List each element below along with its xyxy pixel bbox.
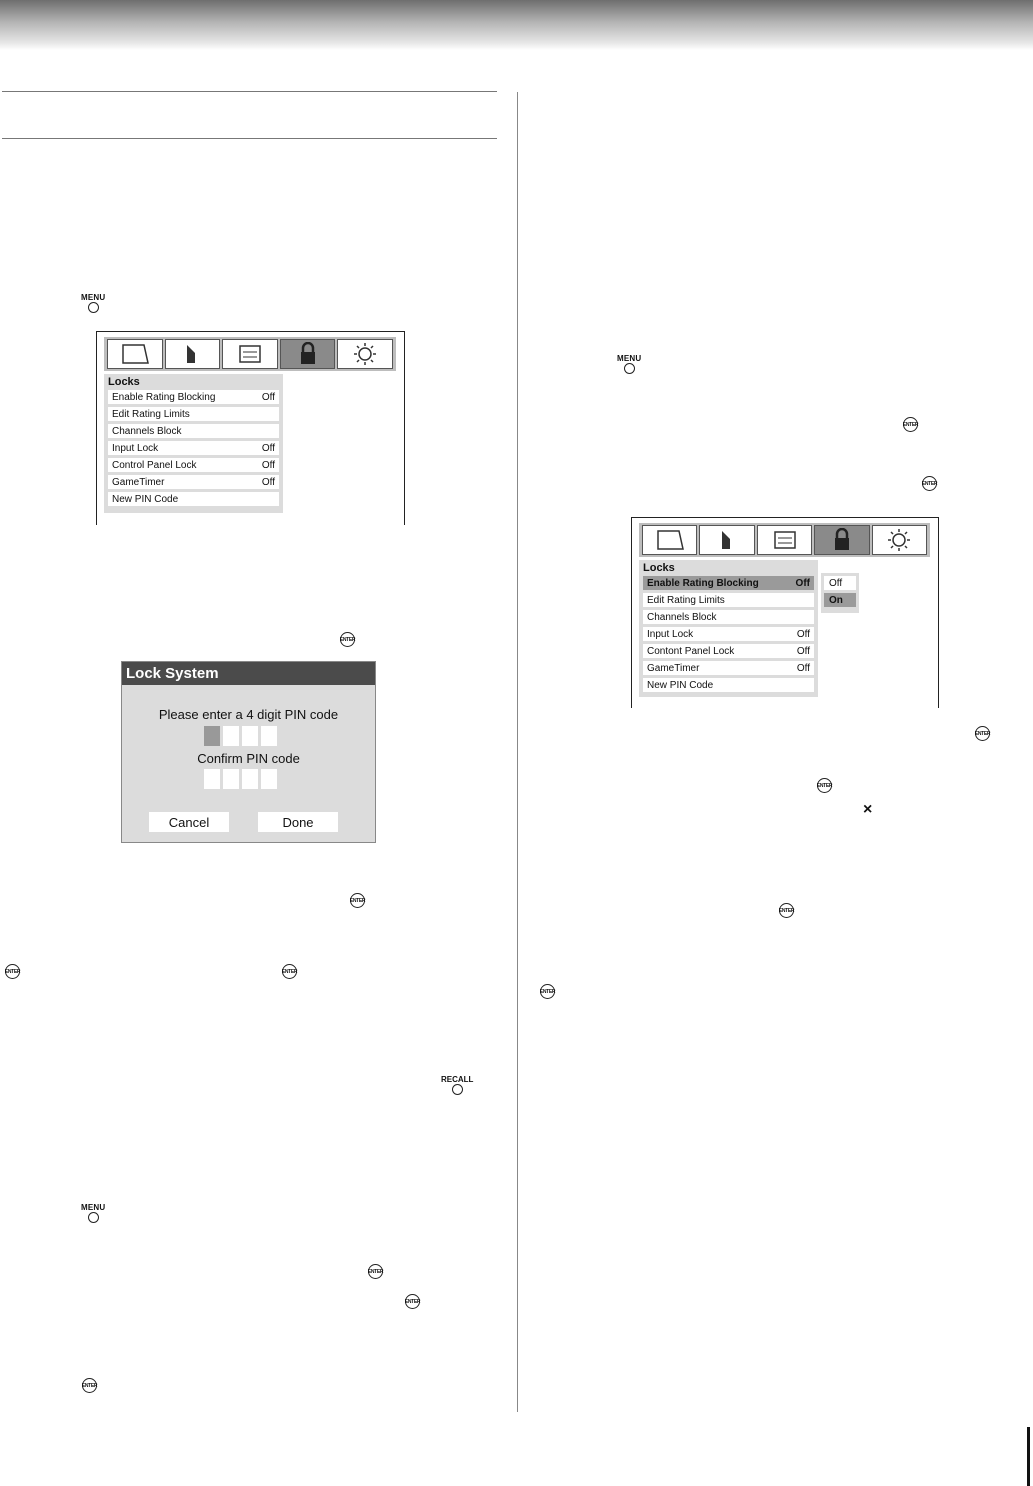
recall-label: RECALL [441,1075,474,1084]
enter-button-icon: ENTER [903,417,918,432]
pin-digit-box[interactable] [223,769,239,789]
item-label: Edit Rating Limits [647,594,725,606]
enter-button-icon: ENTER [405,1294,420,1309]
locks-panel-1 [104,374,283,513]
enter-button-icon: ENTER [975,726,990,741]
circle-icon [452,1084,463,1095]
item-label: Contont Panel Lock [647,645,735,657]
menu-item-new-pin-code[interactable] [108,492,279,506]
option-on[interactable]: On [824,593,856,607]
item-value: Off [796,662,810,674]
recall-button-icon [441,1075,473,1095]
enter-button-icon: ENTER [82,1378,97,1393]
enter-button-icon: ENTER [368,1264,383,1279]
item-label: Channels Block [112,425,182,437]
circle-icon [88,1212,99,1223]
menu-label: MENU [81,1203,106,1212]
item-label: Enable Rating Blocking [112,391,216,403]
item-label: Control Panel Lock [112,459,197,471]
audio-tab-icon [699,525,754,555]
item-label: GameTimer [647,662,700,674]
circle-icon [88,302,99,313]
enter-button-icon: ENTER [540,984,555,999]
menu-item-gametimer[interactable] [643,661,814,675]
item-label: GameTimer [112,476,165,488]
item-label: Input Lock [112,442,159,454]
menu-item-input-lock[interactable] [643,627,814,641]
pin-digit-box[interactable] [261,726,277,746]
pin-digit-box[interactable] [242,769,258,789]
enter-button-icon: ENTER [5,964,20,979]
menu-label: MENU [81,293,106,302]
menu-item-new-pin-code[interactable] [643,678,814,692]
confirm-prompt: Confirm PIN code [197,751,300,766]
pin-prompt: Please enter a 4 digit PIN code [158,707,339,722]
circle-icon [624,363,635,374]
menu-item-control-panel-lock[interactable] [108,458,279,472]
menu-item-enable-rating-blocking[interactable] [108,390,279,404]
enter-button-icon: ENTER [817,778,832,793]
item-label: New PIN Code [112,493,179,505]
locks-panel-2 [639,560,818,697]
menu-item-edit-rating-limits[interactable] [643,593,814,607]
lock-tab-icon [814,525,869,555]
lock-tab-icon [280,339,336,369]
enter-button-icon: ENTER [350,893,365,908]
menu-button-icon [617,354,641,374]
pin-digit-box[interactable] [261,769,277,789]
item-value: Off [795,577,810,589]
menu-label: MENU [617,354,642,363]
locks-title: Locks [643,562,675,574]
enter-button-icon: ENTER [282,964,297,979]
pin-digit-box[interactable] [204,726,220,746]
dialog-title: Lock System [122,662,375,685]
picture-tab-icon [107,339,163,369]
item-value: Off [796,628,810,640]
menu-item-channels-block[interactable] [643,610,814,624]
item-value: Off [796,645,810,657]
setup-tab-icon [222,339,278,369]
column-divider [517,92,518,1412]
audio-tab-icon [165,339,221,369]
locks-title: Locks [108,376,140,388]
item-label: Edit Rating Limits [112,408,190,420]
menu-item-channels-block[interactable] [108,424,279,438]
menu-item-input-lock[interactable] [108,441,279,455]
preferences-tab-icon [872,525,927,555]
menu-item-gametimer[interactable] [108,475,279,489]
x-mark-icon: × [863,801,873,818]
picture-tab-icon [642,525,697,555]
item-value: Off [261,459,275,471]
section-rule-top [2,91,497,92]
menu-button-icon [81,293,105,313]
enter-button-icon: ENTER [340,632,355,647]
cancel-button[interactable]: Cancel [149,812,229,832]
menu-button-icon [81,1203,105,1223]
section-rule-bottom [2,138,497,139]
pin-digit-box[interactable] [242,726,258,746]
enter-button-icon: ENTER [922,476,937,491]
menu-tabs-1 [104,337,396,371]
page-edge-bar [1027,1427,1030,1486]
option-off[interactable]: Off [824,576,856,590]
menu-item-control-panel-lock[interactable] [643,644,814,658]
item-value: Off [261,476,275,488]
off-on-submenu [821,573,859,613]
item-label: Input Lock [647,628,694,640]
header-bar [0,0,1033,50]
enter-button-icon: ENTER [779,903,794,918]
lock-system-dialog [121,661,376,843]
item-label: New PIN Code [647,679,714,691]
menu-item-enable-rating-blocking[interactable] [643,576,814,590]
done-button[interactable]: Done [258,812,338,832]
item-label: Channels Block [647,611,717,623]
menu-item-edit-rating-limits[interactable] [108,407,279,421]
pin-digit-box[interactable] [223,726,239,746]
item-label: Enable Rating Blocking [647,577,759,589]
confirm-pin-boxes[interactable] [204,769,277,789]
preferences-tab-icon [337,339,393,369]
pin-digit-box[interactable] [204,769,220,789]
item-value: Off [261,442,275,454]
pin-entry-boxes[interactable] [204,726,277,746]
menu-tabs-2 [639,523,930,557]
setup-tab-icon [757,525,812,555]
item-value: Off [261,391,275,403]
